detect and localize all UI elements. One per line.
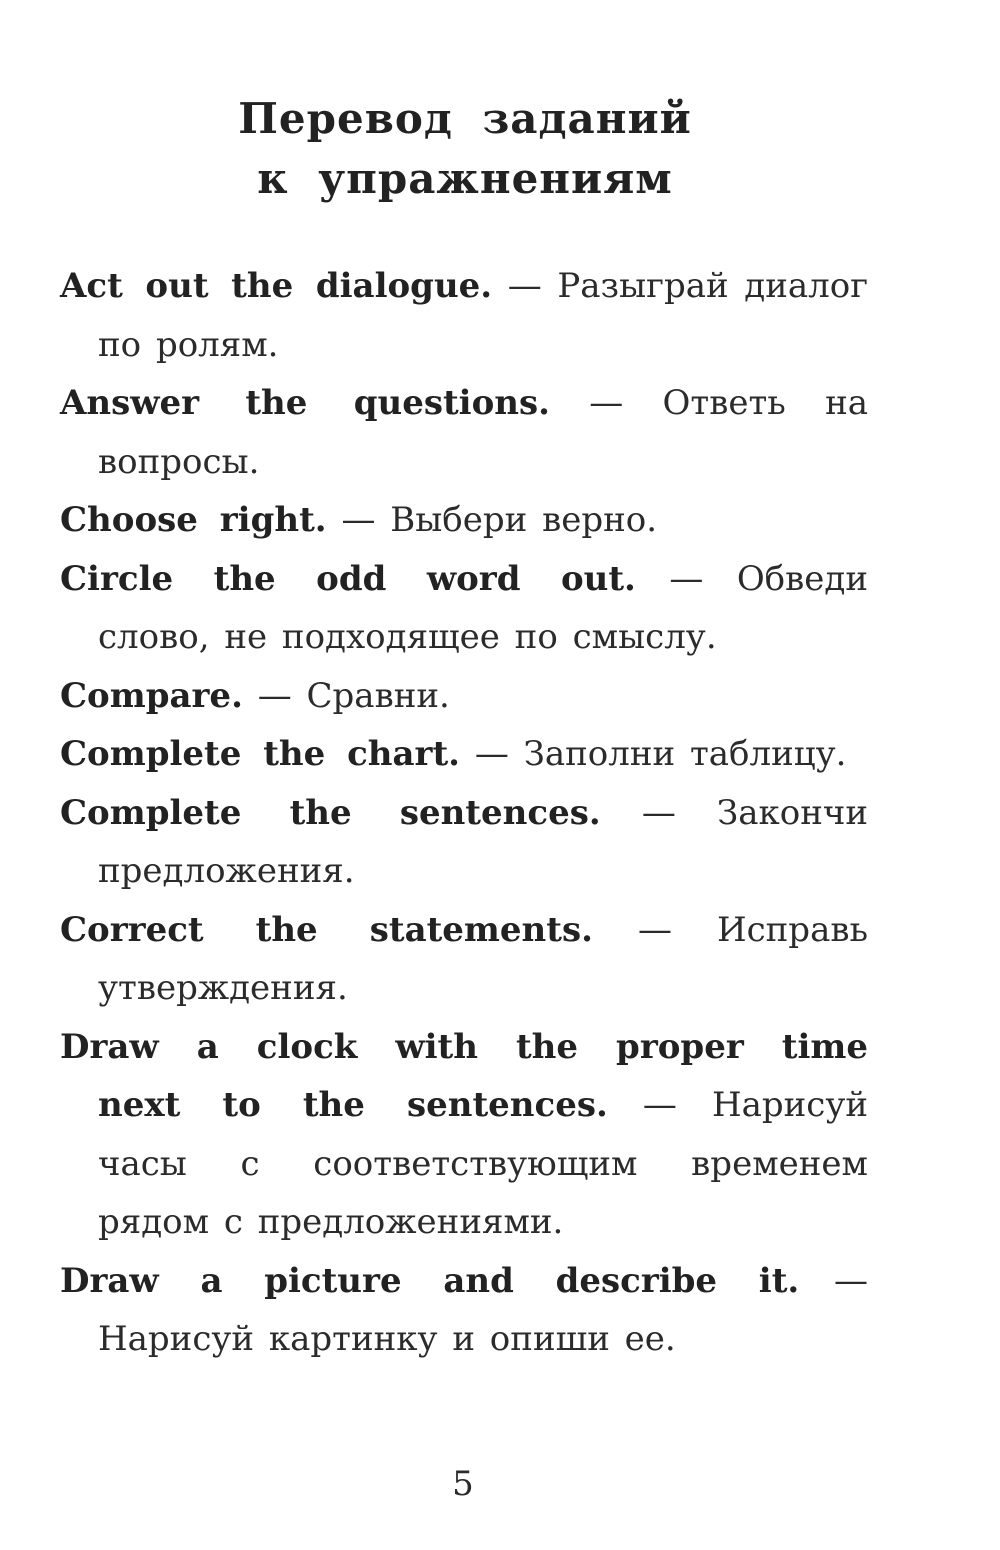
instruction-entry — [60, 491, 868, 550]
page-title-line-2: к упражнениям — [257, 154, 673, 203]
instruction-russian: Исправь утверждения. — [98, 909, 868, 1008]
separator-dash: — — [669, 558, 704, 599]
instruction-english: Draw a picture and describe it. — [60, 1260, 800, 1301]
separator-dash: — — [641, 792, 676, 833]
separator-dash: — — [834, 1260, 868, 1301]
instruction-english: Answer the questions. — [60, 383, 550, 423]
instruction-russian: Ответь на вопросы. — [98, 383, 868, 482]
instruction-entry — [60, 725, 868, 784]
instruction-english: Draw a clock with the proper time next to the sentences. — [60, 1026, 868, 1125]
instruction-english: Compare. — [60, 675, 243, 716]
instruction-russian: Обведи слово, не подходящее по смыслу. — [98, 558, 869, 657]
instruction-russian: Выбери верно. — [390, 500, 658, 540]
separator-dash: — — [589, 383, 624, 423]
instruction-english: Circle the odd word out. — [60, 558, 636, 599]
instruction-entry — [60, 667, 868, 726]
instruction-entry — [60, 374, 868, 491]
instruction-entry — [60, 1018, 868, 1252]
instruction-entry — [60, 1252, 868, 1369]
instruction-russian: Закончи предложения. — [98, 792, 869, 891]
instruction-russian: Заполни таблицу. — [523, 734, 847, 774]
separator-dash: — — [507, 266, 542, 306]
instruction-russian: Нарисуй часы с соответствующим временем рядом с предложениями. — [98, 1085, 868, 1242]
instruction-entry — [60, 901, 868, 1018]
instruction-russian: Сравни. — [306, 675, 450, 716]
instruction-entry — [60, 784, 868, 901]
separator-dash: — — [637, 909, 672, 950]
separator-dash: — — [257, 675, 292, 716]
instruction-russian: Разыграй диалог по ролям. — [98, 266, 869, 365]
separator-dash: — — [474, 734, 509, 774]
instruction-russian: Нарисуй картинку и опиши ее. — [98, 1319, 676, 1359]
separator-dash: — — [642, 1085, 677, 1125]
page-number: 5 — [452, 1464, 474, 1504]
instruction-entry — [60, 257, 868, 374]
instruction-english: Choose right. — [60, 500, 327, 540]
instruction-entry — [60, 550, 868, 667]
instruction-list — [60, 257, 868, 1369]
instruction-english: Complete the sentences. — [60, 792, 601, 833]
instruction-english: Correct the statements. — [60, 909, 593, 950]
page-title-line-1: Перевод заданий — [238, 94, 692, 143]
instruction-english: Act out the dialogue. — [60, 266, 493, 306]
instruction-english: Complete the chart. — [60, 734, 461, 774]
separator-dash: — — [341, 500, 376, 540]
